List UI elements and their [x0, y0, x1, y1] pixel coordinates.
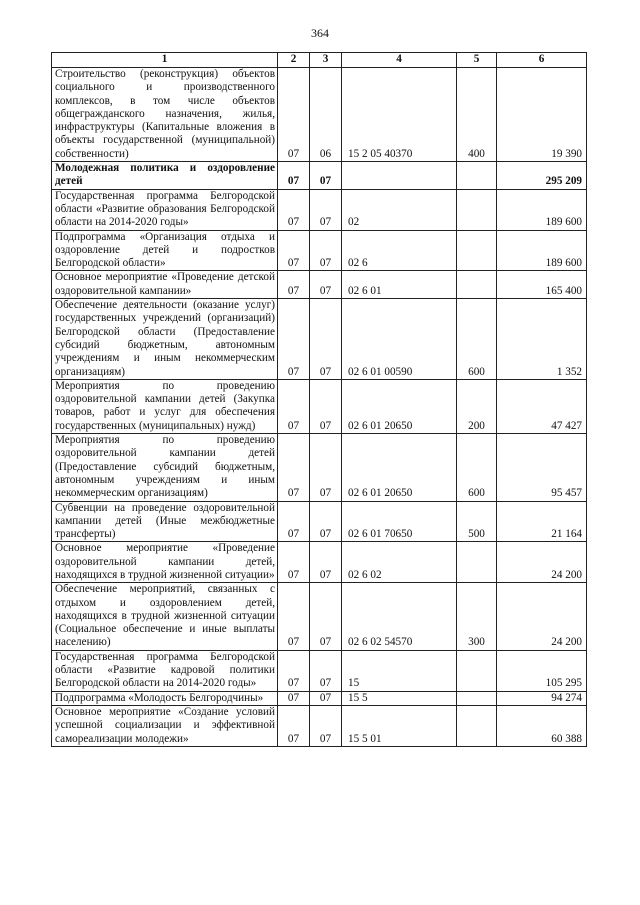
row-amount: 165 400 [497, 271, 587, 299]
header-col-5: 5 [457, 53, 497, 68]
header-col-3: 3 [310, 53, 342, 68]
row-expense-type [457, 691, 497, 705]
row-section: 07 [278, 650, 310, 691]
row-section: 07 [278, 501, 310, 542]
row-subsection: 07 [310, 379, 342, 433]
row-expense-type: 600 [457, 434, 497, 501]
table-row [52, 691, 587, 705]
row-name: Основное мероприятие «Проведение оздоровительной кампании детей, находящихся в трудной жизненной ситуации» [52, 542, 278, 583]
row-name: Молодежная политика и оздоровление детей [52, 162, 278, 190]
row-name: Основное мероприятие «Создание условий успешной социализации и эффективной самореализации молодежи» [52, 705, 278, 746]
row-target-article: 02 6 01 [342, 271, 457, 299]
row-subsection: 07 [310, 650, 342, 691]
row-section: 07 [278, 230, 310, 271]
header-col-4: 4 [342, 53, 457, 68]
header-row [52, 53, 587, 68]
table-row [52, 271, 587, 299]
row-section: 07 [278, 379, 310, 433]
table-row [52, 705, 587, 746]
row-subsection: 07 [310, 705, 342, 746]
row-amount: 24 200 [497, 542, 587, 583]
row-name: Основное мероприятие «Проведение детской оздоровительной кампании» [52, 271, 278, 299]
row-name: Мероприятия по проведению оздоровительной кампании детей (Закупка товаров, работ и услуг для обеспечения государственных (муниципальных) нужд) [52, 379, 278, 433]
row-subsection: 07 [310, 434, 342, 501]
row-expense-type: 500 [457, 501, 497, 542]
row-section: 07 [278, 705, 310, 746]
row-subsection: 07 [310, 271, 342, 299]
row-section: 07 [278, 434, 310, 501]
row-amount: 95 457 [497, 434, 587, 501]
row-target-article: 02 6 [342, 230, 457, 271]
table-row [52, 189, 587, 230]
row-amount: 19 390 [497, 68, 587, 162]
table-row [52, 68, 587, 162]
row-section: 07 [278, 299, 310, 380]
row-expense-type [457, 230, 497, 271]
row-expense-type: 200 [457, 379, 497, 433]
row-target-article: 02 6 02 [342, 542, 457, 583]
row-amount: 94 274 [497, 691, 587, 705]
table-row [52, 299, 587, 380]
row-amount: 1 352 [497, 299, 587, 380]
row-expense-type [457, 189, 497, 230]
row-amount: 189 600 [497, 230, 587, 271]
row-subsection: 07 [310, 691, 342, 705]
row-target-article: 15 2 05 40370 [342, 68, 457, 162]
row-amount: 189 600 [497, 189, 587, 230]
row-section: 07 [278, 189, 310, 230]
row-name: Государственная программа Белгородской области «Развитие кадровой политики Белгородской области на 2014-2020 годы» [52, 650, 278, 691]
table-row [52, 650, 587, 691]
row-subsection: 07 [310, 189, 342, 230]
row-subsection: 07 [310, 583, 342, 650]
table-row [52, 583, 587, 650]
table-row [52, 434, 587, 501]
header-col-1: 1 [52, 53, 278, 68]
row-expense-type [457, 542, 497, 583]
row-subsection: 06 [310, 68, 342, 162]
row-section: 07 [278, 271, 310, 299]
row-subsection: 07 [310, 162, 342, 190]
table-row [52, 501, 587, 542]
row-amount: 47 427 [497, 379, 587, 433]
row-subsection: 07 [310, 299, 342, 380]
row-amount: 295 209 [497, 162, 587, 190]
table-row [52, 379, 587, 433]
row-name: Подпрограмма «Молодость Белгородчины» [52, 691, 278, 705]
row-amount: 21 164 [497, 501, 587, 542]
row-amount: 60 388 [497, 705, 587, 746]
row-section: 07 [278, 68, 310, 162]
row-target-article: 15 [342, 650, 457, 691]
row-target-article: 02 6 01 70650 [342, 501, 457, 542]
row-target-article: 02 6 02 54570 [342, 583, 457, 650]
row-name: Субвенции на проведение оздоровительной кампании детей (Иные межбюджетные трансферты) [52, 501, 278, 542]
row-expense-type: 600 [457, 299, 497, 380]
table-row [52, 230, 587, 271]
row-target-article: 02 6 01 20650 [342, 434, 457, 501]
row-name: Подпрограмма «Организация отдыха и оздоровление детей и подростков Белгородской области» [52, 230, 278, 271]
row-target-article: 02 6 01 20650 [342, 379, 457, 433]
budget-table [51, 52, 587, 747]
row-name: Обеспечение деятельности (оказание услуг) государственных учреждений (организаций) Белгородской области (Предоставление субсидий бюджетным, автономным учреждениям и иным некоммерческим организациям) [52, 299, 278, 380]
row-subsection: 07 [310, 230, 342, 271]
row-expense-type [457, 705, 497, 746]
table-row [52, 542, 587, 583]
row-section: 07 [278, 162, 310, 190]
row-expense-type [457, 162, 497, 190]
row-expense-type: 300 [457, 583, 497, 650]
row-target-article: 15 5 [342, 691, 457, 705]
row-target-article: 15 5 01 [342, 705, 457, 746]
table-row [52, 162, 587, 190]
row-name: Строительство (реконструкция) объектов социального и производственного комплексов, в том числе объектов общегражданского назначения, жилья, инфраструктуры (Капитальные вложения в объекты государственной (муниципальной) собственности) [52, 68, 278, 162]
row-target-article: 02 [342, 189, 457, 230]
page-number: 364 [311, 26, 329, 40]
row-expense-type [457, 650, 497, 691]
row-amount: 24 200 [497, 583, 587, 650]
row-name: Государственная программа Белгородской области «Развитие образования Белгородской области на 2014-2020 годы» [52, 189, 278, 230]
row-section: 07 [278, 583, 310, 650]
row-section: 07 [278, 691, 310, 705]
row-subsection: 07 [310, 542, 342, 583]
row-target-article [342, 162, 457, 190]
row-name: Мероприятия по проведению оздоровительной кампании детей (Предоставление субсидий бюджетным, автономным учреждениям и иным некоммерческим организациям) [52, 434, 278, 501]
header-col-2: 2 [278, 53, 310, 68]
row-section: 07 [278, 542, 310, 583]
row-expense-type [457, 271, 497, 299]
header-col-6: 6 [497, 53, 587, 68]
row-target-article: 02 6 01 00590 [342, 299, 457, 380]
row-subsection: 07 [310, 501, 342, 542]
row-expense-type: 400 [457, 68, 497, 162]
row-amount: 105 295 [497, 650, 587, 691]
row-name: Обеспечение мероприятий, связанных с отдыхом и оздоровлением детей, находящихся в трудной жизненной ситуации (Социальное обеспечение и иные выплаты населению) [52, 583, 278, 650]
